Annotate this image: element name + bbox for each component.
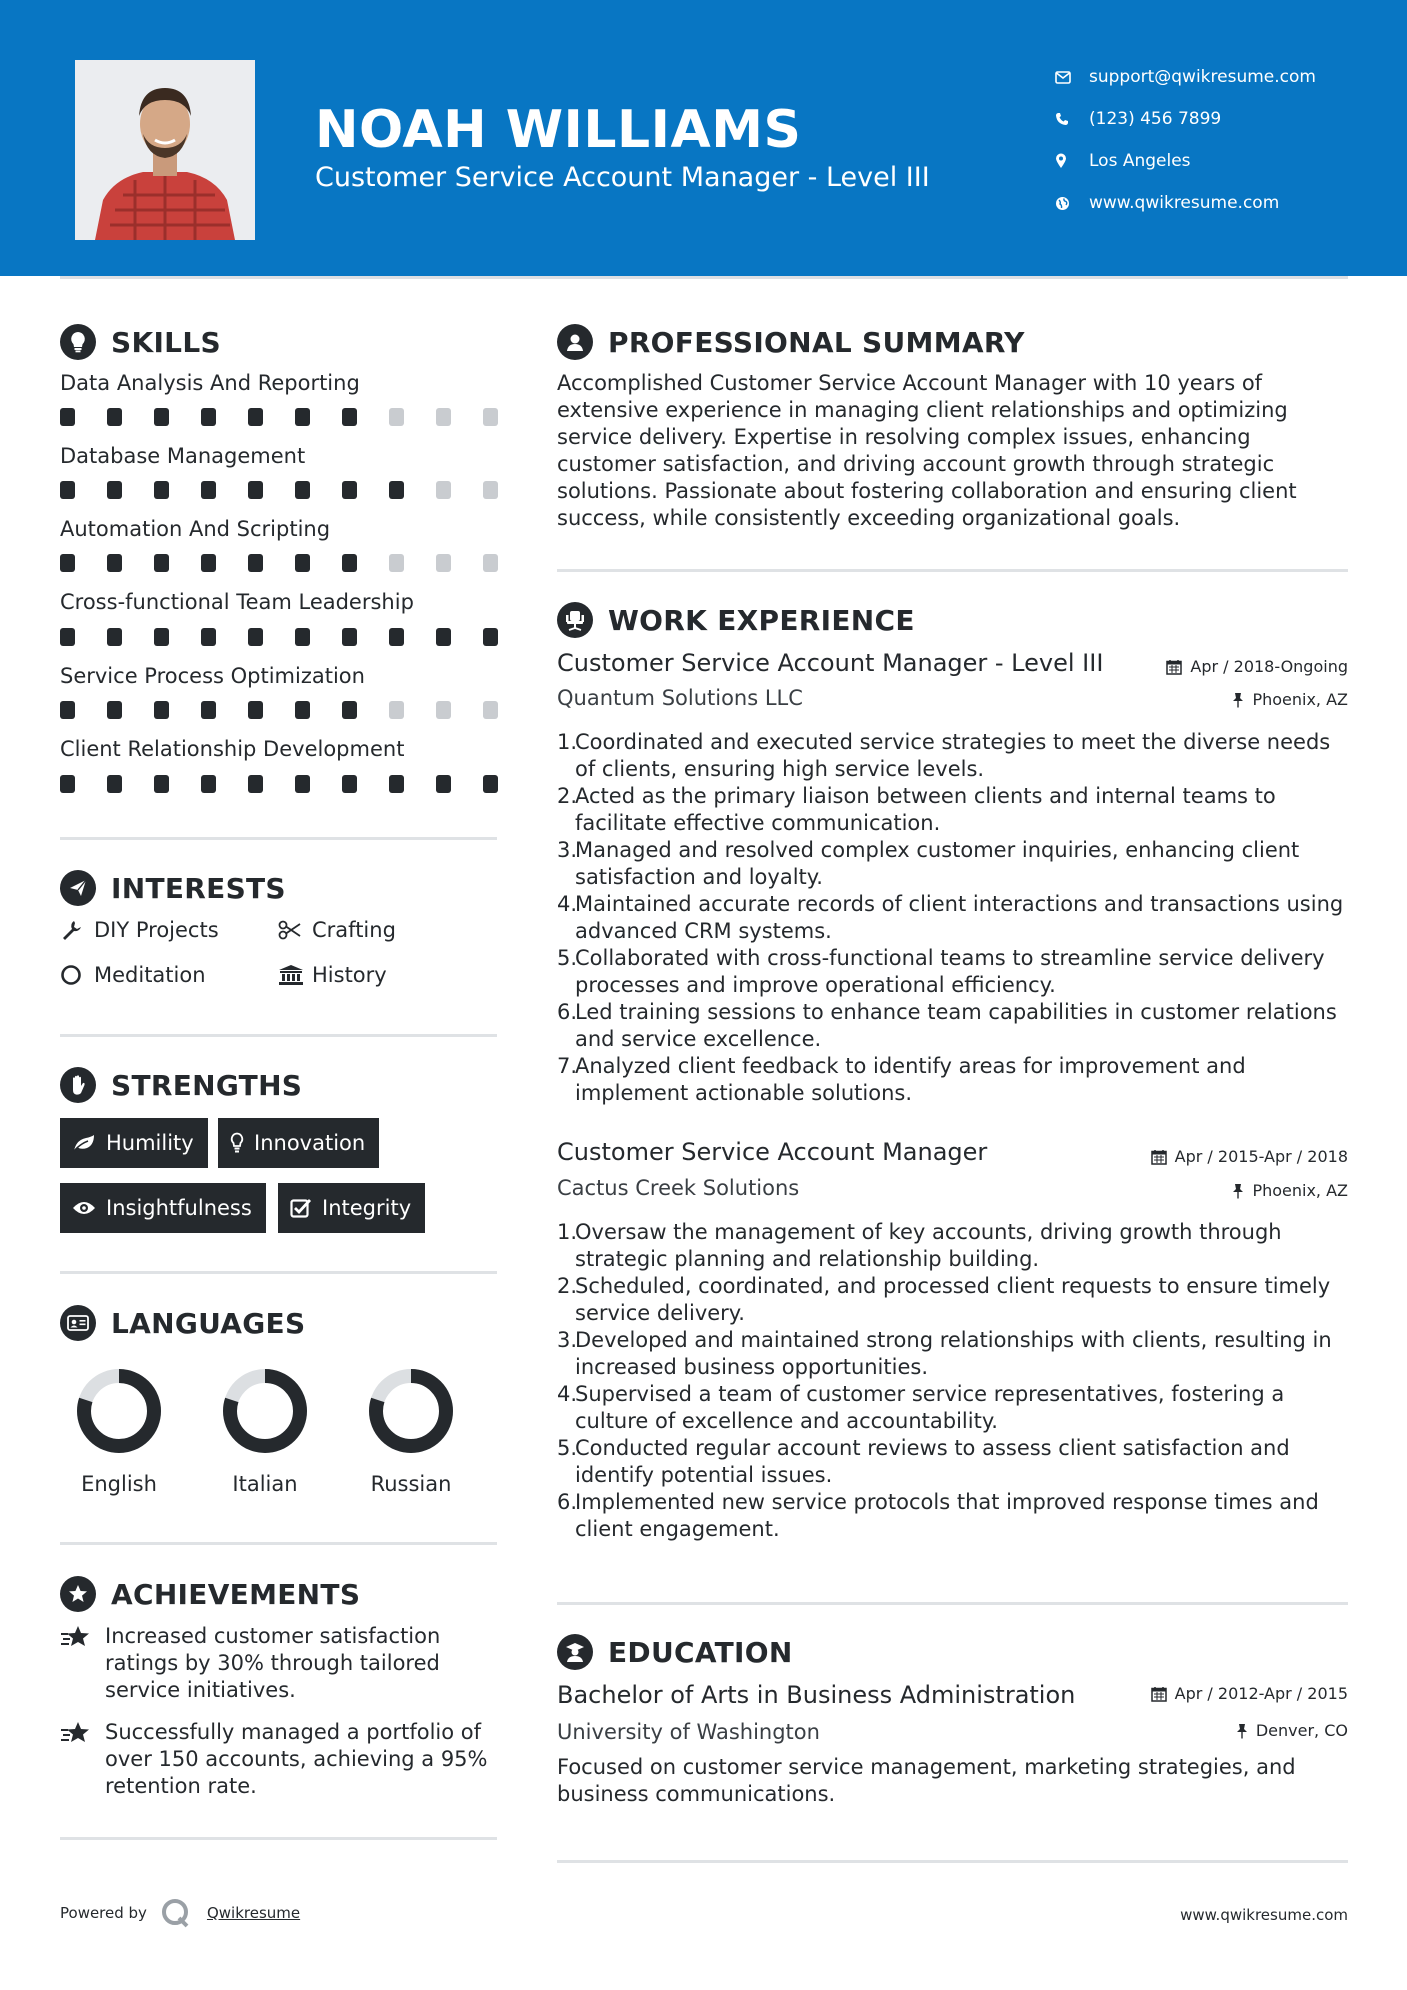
rating-dot-filled xyxy=(201,408,216,426)
star-icon xyxy=(60,1623,105,1704)
skill-rating xyxy=(60,408,530,426)
skill-rating xyxy=(60,701,530,719)
rating-dot-filled xyxy=(154,554,169,572)
job-bullets xyxy=(557,1219,1347,1543)
contact-list xyxy=(1055,56,1316,224)
check-square-icon xyxy=(290,1198,312,1218)
section-divider xyxy=(557,569,1348,572)
section-divider xyxy=(60,1837,497,1840)
education-heading: EDUCATION xyxy=(557,1634,793,1670)
rating-dot-filled xyxy=(389,481,404,499)
language-item xyxy=(59,1366,179,1496)
job-dates: Apr / 2018-Ongoing xyxy=(1166,657,1348,676)
language-label: Italian xyxy=(232,1472,298,1496)
strength-tag: Insightfulness xyxy=(60,1183,266,1233)
rating-dot-empty xyxy=(389,554,404,572)
qwikresume-logo-icon xyxy=(161,1898,193,1928)
achievement-item: Increased customer satisfaction ratings by 30% through tailored service initiatives. xyxy=(60,1623,500,1704)
job-title: Customer Service Account Manager xyxy=(557,1138,988,1166)
education-description: Focused on customer service management, marketing strategies, and business communications. xyxy=(557,1755,1296,1806)
rating-dot-filled xyxy=(248,775,263,793)
raised-hand-icon xyxy=(60,1067,96,1103)
achievement-item: Successfully managed a portfolio of over 150 accounts, achieving a 95% retention rate. xyxy=(60,1719,500,1800)
star-icon xyxy=(60,1719,105,1800)
skill-name: Automation And Scripting xyxy=(60,517,331,541)
rating-dot-filled xyxy=(154,701,169,719)
rating-dot-empty xyxy=(389,408,404,426)
rating-dot-filled xyxy=(248,701,263,719)
leaf-icon xyxy=(72,1134,96,1152)
id-card-icon xyxy=(60,1305,96,1341)
museum-icon xyxy=(278,964,312,986)
skill-name: Cross-functional Team Leadership xyxy=(60,590,414,614)
header-divider xyxy=(60,276,1348,279)
candidate-title: Customer Service Account Manager - Level III xyxy=(315,162,930,193)
rating-dot-filled xyxy=(154,775,169,793)
job-bullet: 4. Maintained accurate records of client interactions and transactions using advanced CRM systems. xyxy=(557,892,1344,943)
job-bullet: 7. Analyzed client feedback to identify areas for improvement and implement actionable solutions. xyxy=(557,1054,1246,1105)
language-donut xyxy=(205,1366,325,1456)
achievements-heading: ACHIEVEMENTS xyxy=(60,1576,360,1612)
wrench-icon xyxy=(60,919,94,941)
rating-dot-filled xyxy=(342,701,357,719)
globe-icon xyxy=(1055,196,1089,211)
job-location: Phoenix, AZ xyxy=(1232,1181,1348,1200)
rating-dot-filled xyxy=(107,701,122,719)
rating-dot-filled xyxy=(483,775,498,793)
rating-dot-filled xyxy=(201,628,216,646)
office-chair-icon xyxy=(557,602,593,638)
job-bullet: 4. Supervised a team of customer service representatives, fostering a culture of excellence and accountability. xyxy=(557,1382,1285,1433)
interest-item: Meditation xyxy=(60,963,206,987)
job-location: Phoenix, AZ xyxy=(1232,690,1348,709)
rating-dot-filled xyxy=(295,701,310,719)
languages-heading: LANGUAGES xyxy=(60,1305,305,1341)
contact-phone[interactable]: (123) 456 7899 xyxy=(1055,98,1316,140)
rating-dot-filled xyxy=(342,408,357,426)
strength-tag: Innovation xyxy=(218,1118,379,1168)
map-pin-icon xyxy=(1055,153,1089,169)
language-label: Russian xyxy=(370,1472,452,1496)
circle-icon xyxy=(60,964,94,986)
rating-dot-filled xyxy=(436,628,451,646)
section-divider xyxy=(60,1542,497,1545)
rating-dot-filled xyxy=(436,775,451,793)
job-bullet: 1. Oversaw the management of key accounts, driving growth through strategic planning and relationship building. xyxy=(557,1220,1282,1271)
company-name: Quantum Solutions LLC xyxy=(557,686,803,710)
rating-dot-filled xyxy=(60,554,75,572)
rating-dot-filled xyxy=(154,628,169,646)
rating-dot-filled xyxy=(60,701,75,719)
job-bullet: 5. Conducted regular account reviews to assess client satisfaction and identify potential issues. xyxy=(557,1436,1290,1487)
rating-dot-filled xyxy=(295,408,310,426)
calendar-icon xyxy=(1151,1686,1167,1702)
rating-dot-filled xyxy=(248,408,263,426)
language-donut xyxy=(351,1366,471,1456)
contact-email[interactable]: support@qwikresume.com xyxy=(1055,56,1316,98)
rating-dot-empty xyxy=(436,554,451,572)
skills-heading: SKILLS xyxy=(60,324,221,360)
language-label: English xyxy=(81,1472,157,1496)
lightbulb-icon xyxy=(60,324,96,360)
skill-rating xyxy=(60,628,530,646)
rating-dot-filled xyxy=(248,554,263,572)
interest-item: DIY Projects xyxy=(60,918,219,942)
rating-dot-filled xyxy=(60,628,75,646)
job-bullet: 2. Scheduled, coordinated, and processed client requests to ensure timely service delivery. xyxy=(557,1274,1331,1325)
rating-dot-filled xyxy=(295,554,310,572)
skill-name: Service Process Optimization xyxy=(60,664,365,688)
summary-text: Accomplished Customer Service Account Manager with 10 years of extensive experience in managing client relationships and optimizing service delivery. Expertise in resolving complex issues, enhancing customer satisfaction, and driving account growth through strategic solutions. Passionate about fostering collaboration and ensuring client success, while consistently exceeding organizational goals. xyxy=(557,371,1297,530)
interests-heading: INTERESTS xyxy=(60,870,286,906)
rating-dot-filled xyxy=(248,628,263,646)
contact-website[interactable]: www.qwikresume.com xyxy=(1055,182,1316,224)
footer-url[interactable]: www.qwikresume.com xyxy=(1180,1906,1348,1924)
rating-dot-empty xyxy=(483,554,498,572)
job-bullet: 6. Implemented new service protocols that improved response times and client engagement. xyxy=(557,1490,1319,1541)
strength-tag: Integrity xyxy=(278,1183,425,1233)
contact-location: Los Angeles xyxy=(1055,140,1316,182)
skill-name: Data Analysis And Reporting xyxy=(60,371,360,395)
rating-dot-filled xyxy=(154,408,169,426)
rating-dot-filled xyxy=(107,628,122,646)
rating-dot-empty xyxy=(436,408,451,426)
rating-dot-filled xyxy=(107,481,122,499)
pushpin-icon xyxy=(1236,1723,1248,1739)
rating-dot-filled xyxy=(60,481,75,499)
phone-icon xyxy=(1055,112,1089,126)
rating-dot-filled xyxy=(483,628,498,646)
job-bullets xyxy=(557,729,1347,1107)
language-item xyxy=(351,1366,471,1496)
rating-dot-filled xyxy=(107,554,122,572)
scissors-icon xyxy=(278,920,312,940)
rating-dot-filled xyxy=(342,481,357,499)
job-bullet: 3. Developed and maintained strong relationships with clients, resulting in increased business opportunities. xyxy=(557,1328,1332,1379)
degree-title: Bachelor of Arts in Business Administration xyxy=(557,1681,1076,1709)
rating-dot-empty xyxy=(389,701,404,719)
section-divider xyxy=(60,1034,497,1037)
rating-dot-filled xyxy=(389,628,404,646)
resume-header xyxy=(0,0,1407,276)
interest-item: History xyxy=(278,963,387,987)
lightbulb-icon xyxy=(230,1132,244,1154)
rating-dot-filled xyxy=(107,775,122,793)
rating-dot-filled xyxy=(295,775,310,793)
user-icon xyxy=(557,324,593,360)
envelope-icon xyxy=(1055,71,1089,84)
job-dates: Apr / 2015-Apr / 2018 xyxy=(1151,1147,1348,1166)
rating-dot-filled xyxy=(201,554,216,572)
paper-plane-icon xyxy=(60,870,96,906)
qwikresume-link[interactable]: Qwikresume xyxy=(206,1904,301,1922)
company-name: Cactus Creek Solutions xyxy=(557,1176,800,1200)
experience-heading: WORK EXPERIENCE xyxy=(557,602,915,638)
calendar-icon xyxy=(1151,1149,1167,1165)
strengths-heading: STRENGTHS xyxy=(60,1067,302,1103)
rating-dot-filled xyxy=(201,775,216,793)
rating-dot-filled xyxy=(60,408,75,426)
language-donut xyxy=(59,1366,179,1456)
section-divider xyxy=(557,1602,1348,1605)
skill-name: Database Management xyxy=(60,444,306,468)
job-bullet: 5. Collaborated with cross-functional teams to streamline service delivery processes and improve operational efficiency. xyxy=(557,946,1325,997)
rating-dot-filled xyxy=(107,408,122,426)
eye-icon xyxy=(72,1200,96,1216)
job-bullet: 6. Led training sessions to enhance team capabilities in customer relations and service excellence. xyxy=(557,1000,1337,1051)
rating-dot-empty xyxy=(436,481,451,499)
rating-dot-empty xyxy=(436,701,451,719)
job-bullet: 3. Managed and resolved complex customer inquiries, enhancing client satisfaction and loyalty. xyxy=(557,838,1300,889)
rating-dot-filled xyxy=(201,481,216,499)
strength-tag: Humility xyxy=(60,1118,208,1168)
graduate-icon xyxy=(557,1634,593,1670)
job-title: Customer Service Account Manager - Level III xyxy=(557,649,1104,677)
language-item xyxy=(205,1366,325,1496)
skill-name: Client Relationship Development xyxy=(60,737,405,761)
rating-dot-filled xyxy=(154,481,169,499)
interest-item: Crafting xyxy=(278,918,396,942)
skill-rating xyxy=(60,554,530,572)
star-badge-icon xyxy=(60,1576,96,1612)
rating-dot-filled xyxy=(295,481,310,499)
calendar-icon xyxy=(1166,659,1182,675)
rating-dot-empty xyxy=(483,481,498,499)
rating-dot-filled xyxy=(60,775,75,793)
rating-dot-empty xyxy=(483,701,498,719)
candidate-name: NOAH WILLIAMS xyxy=(315,100,802,160)
section-divider xyxy=(60,1271,497,1274)
profile-photo xyxy=(75,60,255,240)
section-divider xyxy=(60,837,497,840)
rating-dot-filled xyxy=(342,775,357,793)
job-bullet: 2. Acted as the primary liaison between clients and internal teams to facilitate effective communication. xyxy=(557,784,1276,835)
footer-powered-by: Powered by Qwikresume xyxy=(60,1898,300,1928)
pushpin-icon xyxy=(1232,692,1244,708)
summary-heading: PROFESSIONAL SUMMARY xyxy=(557,324,1025,360)
school-name: University of Washington xyxy=(557,1720,820,1744)
job-bullet: 1. Coordinated and executed service strategies to meet the diverse needs of clients, ensuring high service levels. xyxy=(557,730,1331,781)
education-dates: Apr / 2012-Apr / 2015 xyxy=(1151,1684,1348,1703)
rating-dot-filled xyxy=(295,628,310,646)
skill-rating xyxy=(60,775,530,793)
rating-dot-empty xyxy=(483,408,498,426)
education-location: Denver, CO xyxy=(1236,1721,1348,1740)
skill-rating xyxy=(60,481,530,499)
rating-dot-filled xyxy=(342,554,357,572)
rating-dot-filled xyxy=(201,701,216,719)
rating-dot-filled xyxy=(389,775,404,793)
section-divider xyxy=(557,1860,1348,1863)
rating-dot-filled xyxy=(342,628,357,646)
pushpin-icon xyxy=(1232,1183,1244,1199)
rating-dot-filled xyxy=(248,481,263,499)
